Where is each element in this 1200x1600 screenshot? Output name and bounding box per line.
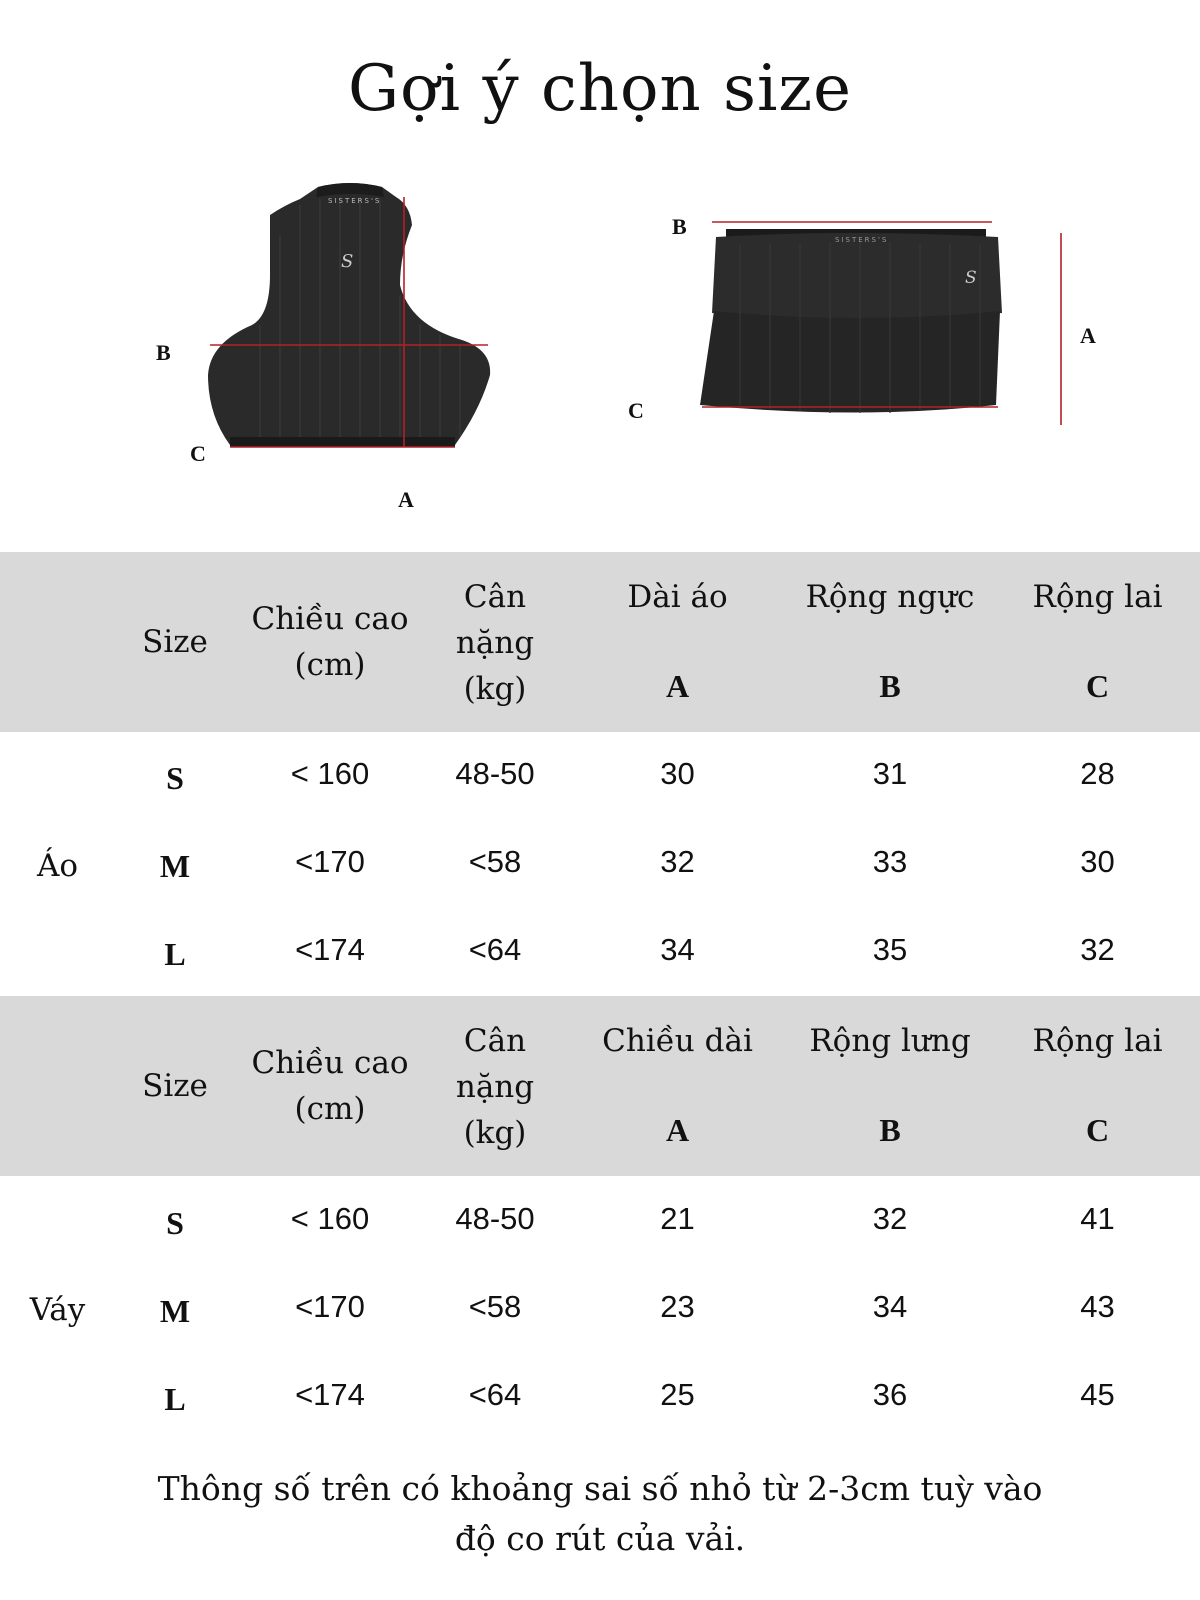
- header-size: Size: [142, 1068, 208, 1104]
- col-c-cell: 28: [1080, 756, 1115, 791]
- header-height: [235, 1040, 425, 1132]
- col-a-cell: 30: [660, 756, 695, 791]
- skirt-label-c: C: [628, 398, 644, 423]
- tank-top-illustration: [200, 175, 520, 475]
- weight-cell: <58: [468, 844, 522, 879]
- size-cell: M: [159, 848, 191, 884]
- skirt-label-a: A: [1080, 323, 1096, 348]
- footnote-line1: Thông số trên có khoảng sai số nhỏ từ 2-3cm tuỳ vào: [157, 1469, 1043, 1508]
- header-height: [235, 596, 425, 688]
- top-brand-text: SISTERS'S: [328, 197, 382, 205]
- col-a-cell: 32: [660, 844, 695, 879]
- header-col-b-letter: B: [879, 668, 901, 704]
- top-garment-diagram: [200, 175, 520, 475]
- skirt-table-header: [0, 996, 1200, 1176]
- col-a-cell: 21: [660, 1201, 695, 1236]
- col-c-cell: 43: [1080, 1289, 1115, 1324]
- group-label-top: Áo: [36, 848, 79, 884]
- col-b-cell: 36: [872, 1377, 908, 1412]
- col-b-cell: 31: [872, 756, 908, 791]
- size-cell: S: [166, 1205, 184, 1241]
- top-logo-icon: S: [341, 251, 354, 272]
- col-b-cell: 33: [872, 844, 908, 879]
- col-c-cell: 41: [1080, 1201, 1115, 1236]
- header-weight: [430, 574, 560, 712]
- col-a-cell: 34: [660, 932, 695, 967]
- col-b-cell: 32: [872, 1201, 908, 1236]
- header-col-a: Chiều dài: [602, 1023, 753, 1059]
- col-c-cell: 45: [1080, 1377, 1115, 1412]
- top-label-c: C: [190, 441, 206, 466]
- col-b-cell: 35: [872, 932, 908, 967]
- weight-cell: <58: [468, 1289, 522, 1324]
- header-weight-line2: nặng: [455, 625, 535, 661]
- weight-cell: <64: [468, 932, 522, 967]
- weight-cell: 48-50: [455, 756, 535, 791]
- col-c-cell: 30: [1080, 844, 1115, 879]
- col-a-cell: 25: [660, 1377, 695, 1412]
- weight-cell: <64: [468, 1377, 522, 1412]
- skirt-garment-diagram: [700, 215, 1070, 445]
- col-c-cell: 32: [1080, 932, 1115, 967]
- group-label-skirt: Váy: [29, 1292, 86, 1328]
- header-weight: [430, 1018, 560, 1156]
- header-col-a-letter: A: [665, 1112, 690, 1148]
- header-height-line1: Chiều cao: [251, 601, 409, 637]
- skirt-brand-text: SISTERS'S: [835, 236, 889, 244]
- top-label-b: B: [156, 340, 171, 365]
- header-col-b-letter: B: [879, 1112, 901, 1148]
- weight-cell: 48-50: [455, 1201, 535, 1236]
- header-weight-line2: nặng: [455, 1069, 535, 1105]
- header-weight-line1: Cân: [463, 579, 527, 615]
- header-weight-line3: (kg): [463, 671, 527, 707]
- height-cell: <174: [295, 1377, 365, 1412]
- height-cell: < 160: [290, 1201, 370, 1236]
- header-col-c-letter: C: [1085, 668, 1110, 704]
- size-cell: M: [159, 1293, 191, 1329]
- header-col-b: Rộng lưng: [809, 1023, 971, 1059]
- footnote-line2: độ co rút của vải.: [454, 1519, 746, 1558]
- size-cell: S: [166, 760, 184, 796]
- height-cell: <174: [295, 932, 365, 967]
- header-col-c: Rộng lai: [1032, 1023, 1163, 1059]
- size-cell: L: [164, 1381, 186, 1417]
- header-weight-line1: Cân: [463, 1023, 527, 1059]
- skirt-label-b: B: [672, 214, 687, 239]
- header-height-line2: (cm): [294, 647, 366, 683]
- header-height-line2: (cm): [294, 1091, 366, 1127]
- header-weight-line3: (kg): [463, 1115, 527, 1151]
- height-cell: < 160: [290, 756, 370, 791]
- height-cell: <170: [295, 844, 365, 879]
- header-height-line1: Chiều cao: [251, 1045, 409, 1081]
- header-col-a-letter: A: [665, 668, 690, 704]
- col-a-cell: 23: [660, 1289, 695, 1324]
- header-col-a: Dài áo: [627, 579, 728, 615]
- header-col-c: Rộng lai: [1032, 579, 1163, 615]
- page-title: Gợi ý chọn size: [347, 52, 853, 126]
- footnote: [0, 1464, 1200, 1564]
- top-table-header: [0, 552, 1200, 732]
- header-size: Size: [142, 624, 208, 660]
- top-label-a: A: [398, 487, 414, 512]
- skirt-logo-icon: S: [965, 268, 977, 288]
- size-cell: L: [164, 936, 186, 972]
- height-cell: <170: [295, 1289, 365, 1324]
- col-b-cell: 34: [872, 1289, 908, 1324]
- skirt-illustration: [700, 215, 1070, 445]
- header-col-c-letter: C: [1085, 1112, 1110, 1148]
- header-col-b: Rộng ngực: [805, 579, 975, 615]
